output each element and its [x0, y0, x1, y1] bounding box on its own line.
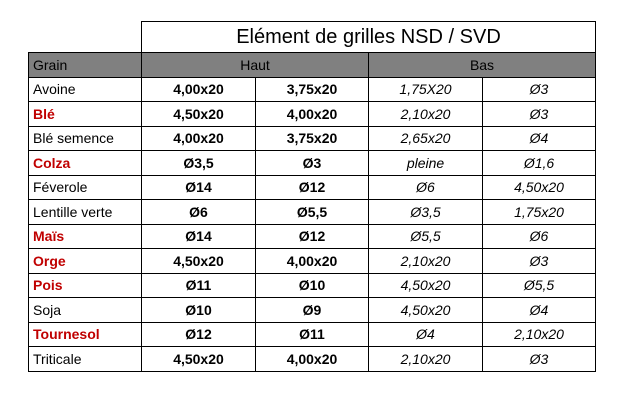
- bas-value-cell: Ø6: [483, 224, 596, 249]
- grain-name-cell: Soja: [29, 298, 142, 323]
- haut-value-cell: 4,00x20: [256, 347, 369, 372]
- grille-table: [28, 21, 596, 372]
- haut-value-cell: 4,50x20: [142, 249, 256, 274]
- bas-value-cell: Ø3,5: [369, 200, 483, 225]
- bas-value-cell: 2,65x20: [369, 126, 483, 151]
- grain-name-cell: Orge: [29, 249, 142, 274]
- haut-value-cell: Ø10: [256, 273, 369, 298]
- grain-name-cell: Maïs: [29, 224, 142, 249]
- bas-value-cell: 1,75x20: [483, 200, 596, 225]
- grain-name-cell: Triticale: [29, 347, 142, 372]
- haut-value-cell: Ø12: [256, 224, 369, 249]
- haut-value-cell: Ø11: [256, 322, 369, 347]
- bas-value-cell: Ø4: [369, 322, 483, 347]
- title-row: [29, 22, 596, 53]
- grain-name-cell: Blé semence: [29, 126, 142, 151]
- bas-value-cell: Ø5,5: [369, 224, 483, 249]
- bas-value-cell: 2,10x20: [369, 347, 483, 372]
- table-row: [29, 249, 596, 274]
- haut-value-cell: Ø10: [142, 298, 256, 323]
- table-row: [29, 347, 596, 372]
- bas-value-cell: Ø3: [483, 347, 596, 372]
- grille-table-container: [28, 21, 596, 372]
- haut-value-cell: Ø3,5: [142, 151, 256, 176]
- blank-corner-cell: [29, 22, 142, 53]
- table-row: [29, 151, 596, 176]
- table-row: [29, 224, 596, 249]
- haut-value-cell: Ø12: [142, 322, 256, 347]
- bas-value-cell: Ø6: [369, 175, 483, 200]
- bas-value-cell: 4,50x20: [369, 298, 483, 323]
- haut-value-cell: Ø5,5: [256, 200, 369, 225]
- bas-value-cell: Ø5,5: [483, 273, 596, 298]
- table-title: Elément de grilles NSD / SVD: [142, 22, 596, 53]
- table-row: [29, 102, 596, 127]
- haut-value-cell: 4,50x20: [142, 347, 256, 372]
- grain-column-header: Grain: [29, 53, 142, 78]
- bas-value-cell: Ø3: [483, 249, 596, 274]
- table-row: [29, 200, 596, 225]
- haut-value-cell: 4,00x20: [256, 102, 369, 127]
- bas-value-cell: 4,50x20: [369, 273, 483, 298]
- grain-name-cell: Féverole: [29, 175, 142, 200]
- haut-value-cell: 4,50x20: [142, 102, 256, 127]
- haut-value-cell: Ø3: [256, 151, 369, 176]
- table-row: [29, 126, 596, 151]
- bas-value-cell: 2,10x20: [483, 322, 596, 347]
- haut-value-cell: 4,00x20: [142, 126, 256, 151]
- table-row: [29, 273, 596, 298]
- bas-value-cell: Ø3: [483, 102, 596, 127]
- header-row: [29, 53, 596, 78]
- bas-value-cell: 4,50x20: [483, 175, 596, 200]
- haut-value-cell: Ø11: [142, 273, 256, 298]
- bas-value-cell: Ø3: [483, 77, 596, 102]
- haut-value-cell: 4,00x20: [256, 249, 369, 274]
- table-row: [29, 322, 596, 347]
- bas-column-header: Bas: [369, 53, 596, 78]
- grain-name-cell: Pois: [29, 273, 142, 298]
- haut-value-cell: Ø14: [142, 224, 256, 249]
- bas-value-cell: 2,10x20: [369, 249, 483, 274]
- haut-column-header: Haut: [142, 53, 369, 78]
- haut-value-cell: Ø12: [256, 175, 369, 200]
- bas-value-cell: Ø4: [483, 298, 596, 323]
- haut-value-cell: 4,00x20: [142, 77, 256, 102]
- bas-value-cell: 1,75X20: [369, 77, 483, 102]
- bas-value-cell: 2,10x20: [369, 102, 483, 127]
- haut-value-cell: Ø14: [142, 175, 256, 200]
- bas-value-cell: Ø4: [483, 126, 596, 151]
- haut-value-cell: 3,75x20: [256, 126, 369, 151]
- bas-value-cell: Ø1,6: [483, 151, 596, 176]
- grain-name-cell: Tournesol: [29, 322, 142, 347]
- haut-value-cell: Ø6: [142, 200, 256, 225]
- table-row: [29, 77, 596, 102]
- haut-value-cell: Ø9: [256, 298, 369, 323]
- grain-name-cell: Colza: [29, 151, 142, 176]
- bas-value-cell: pleine: [369, 151, 483, 176]
- grain-name-cell: Avoine: [29, 77, 142, 102]
- haut-value-cell: 3,75x20: [256, 77, 369, 102]
- table-row: [29, 298, 596, 323]
- table-row: [29, 175, 596, 200]
- grain-name-cell: Blé: [29, 102, 142, 127]
- grain-name-cell: Lentille verte: [29, 200, 142, 225]
